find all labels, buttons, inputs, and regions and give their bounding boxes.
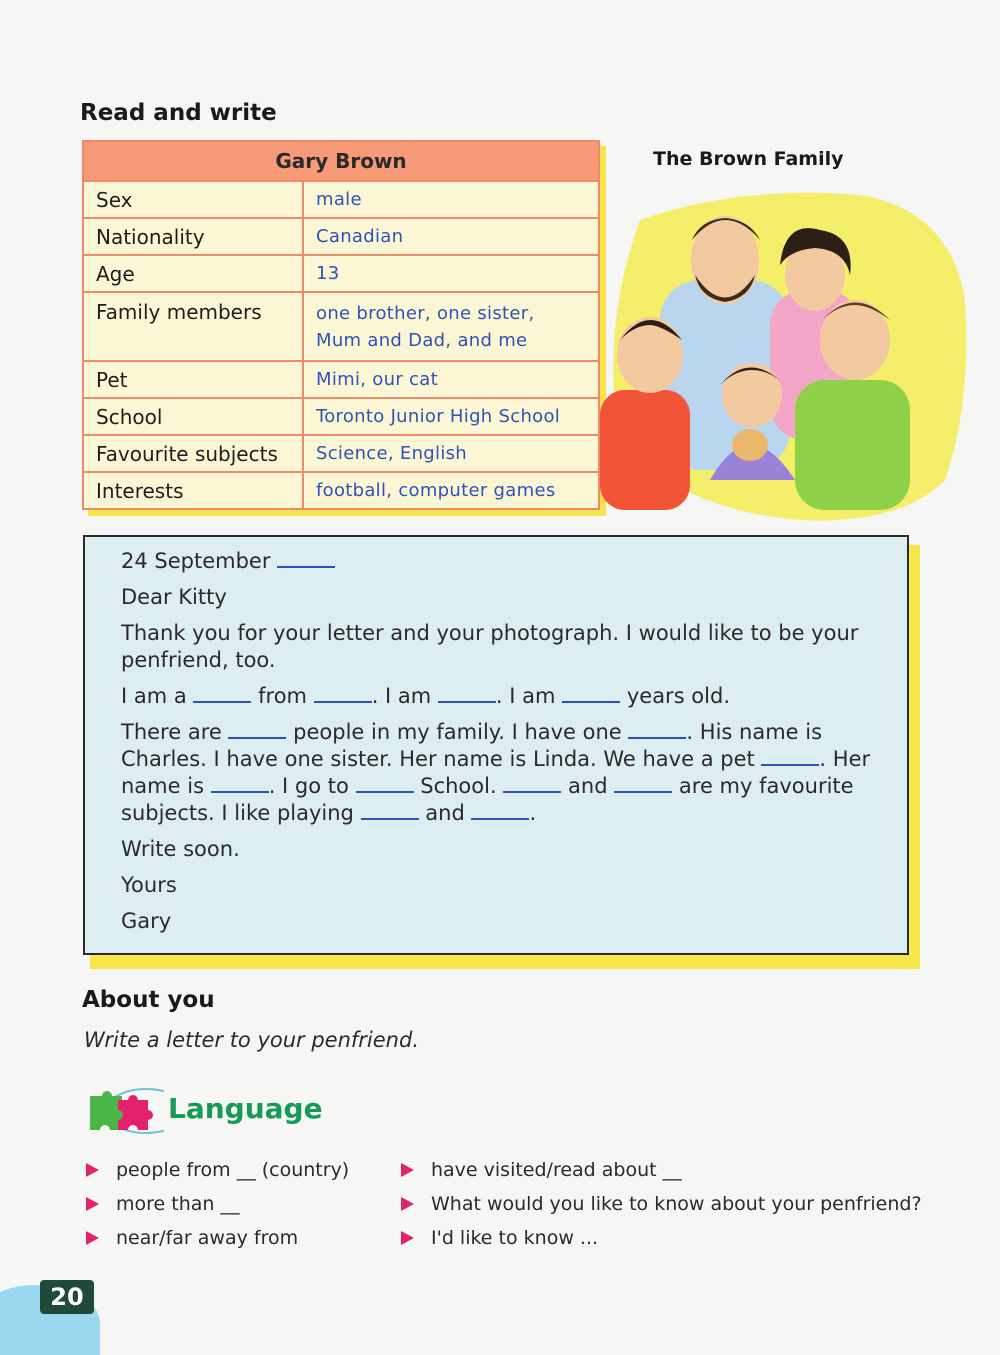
fill-blank[interactable] xyxy=(277,548,335,568)
bullet-arrow-icon xyxy=(86,1231,99,1245)
language-item: more than __ xyxy=(86,1187,349,1221)
section-title: Read and write xyxy=(80,100,277,126)
letter-closing: Write soon. xyxy=(121,837,240,861)
fill-blank[interactable] xyxy=(356,773,414,793)
fill-blank[interactable] xyxy=(228,719,286,739)
fill-blank[interactable] xyxy=(438,683,496,703)
bullet-arrow-icon xyxy=(401,1231,414,1245)
fill-blank[interactable] xyxy=(211,773,269,793)
bullet-arrow-icon xyxy=(401,1163,414,1177)
fill-blank[interactable] xyxy=(193,683,251,703)
cat-icon xyxy=(732,429,768,461)
profile-label: Pet xyxy=(83,361,303,398)
fill-blank[interactable] xyxy=(314,683,372,703)
profile-label: Family members xyxy=(83,292,303,361)
profile-value: 13 xyxy=(303,255,599,292)
page-number: 20 xyxy=(40,1280,94,1314)
language-item: people from __ (country) xyxy=(86,1153,349,1187)
profile-row xyxy=(83,472,599,509)
profile-row xyxy=(83,181,599,218)
profile-value: Canadian xyxy=(303,218,599,255)
letter-intro: Thank you for your letter and your photograph. I would like to be your penfriend, too. xyxy=(121,621,859,672)
profile-name: Gary Brown xyxy=(83,141,599,181)
profile-value: male xyxy=(303,181,599,218)
profile-card xyxy=(82,140,600,510)
language-item: near/far away from xyxy=(86,1221,349,1255)
profile-value: Toronto Junior High School xyxy=(303,398,599,435)
letter-paragraph-2: There are people in my family. I have one . His name is Charles. I have one sister. Her name is Linda. We have a pet . Her name is . I go to School. and are my favourite subjects. I like playing and . xyxy=(121,720,871,825)
fill-blank[interactable] xyxy=(471,800,529,820)
family-illustration xyxy=(600,180,970,540)
family-caption: The Brown Family xyxy=(653,148,844,170)
letter-date: 24 September xyxy=(121,549,271,573)
letter-greeting: Dear Kitty xyxy=(121,585,227,609)
profile-value: football, computer games xyxy=(303,472,599,509)
profile-value: Mimi, our cat xyxy=(303,361,599,398)
letter-paragraph-1: I am a from . I am . I am years old. xyxy=(121,684,730,708)
profile-value: one brother, one sister, Mum and Dad, and me xyxy=(303,292,599,361)
fill-blank[interactable] xyxy=(761,746,819,766)
letter-text xyxy=(121,548,881,944)
profile-row xyxy=(83,292,599,361)
profile-row xyxy=(83,361,599,398)
fill-blank[interactable] xyxy=(361,800,419,820)
profile-label: Sex xyxy=(83,181,303,218)
puzzle-icon xyxy=(86,1086,164,1136)
fill-blank[interactable] xyxy=(614,773,672,793)
boy-left-figure xyxy=(600,317,690,510)
bullet-arrow-icon xyxy=(86,1163,99,1177)
profile-label: School xyxy=(83,398,303,435)
language-item: have visited/read about __ xyxy=(401,1153,922,1187)
language-item: What would you like to know about your penfriend? xyxy=(401,1187,922,1221)
bullet-arrow-icon xyxy=(401,1197,414,1211)
profile-row xyxy=(83,255,599,292)
profile-label: Favourite subjects xyxy=(83,435,303,472)
letter-signature: Gary xyxy=(121,909,172,933)
profile-label: Nationality xyxy=(83,218,303,255)
language-list-right xyxy=(401,1153,922,1255)
fill-blank[interactable] xyxy=(503,773,561,793)
letter-signoff: Yours xyxy=(121,873,177,897)
about-instruction: Write a letter to your penfriend. xyxy=(84,1028,419,1052)
profile-header-row xyxy=(83,141,599,181)
fill-blank[interactable] xyxy=(628,719,686,739)
language-title: Language xyxy=(168,1092,323,1125)
profile-row xyxy=(83,398,599,435)
profile-table xyxy=(82,140,600,510)
profile-label: Age xyxy=(83,255,303,292)
profile-value: Science, English xyxy=(303,435,599,472)
profile-row xyxy=(83,218,599,255)
fill-blank[interactable] xyxy=(562,683,620,703)
letter-date-line xyxy=(121,548,881,575)
profile-label: Interests xyxy=(83,472,303,509)
bullet-arrow-icon xyxy=(86,1197,99,1211)
language-item: I'd like to know ... xyxy=(401,1221,922,1255)
about-title: About you xyxy=(82,987,215,1013)
language-list-left xyxy=(86,1153,349,1255)
profile-row xyxy=(83,435,599,472)
